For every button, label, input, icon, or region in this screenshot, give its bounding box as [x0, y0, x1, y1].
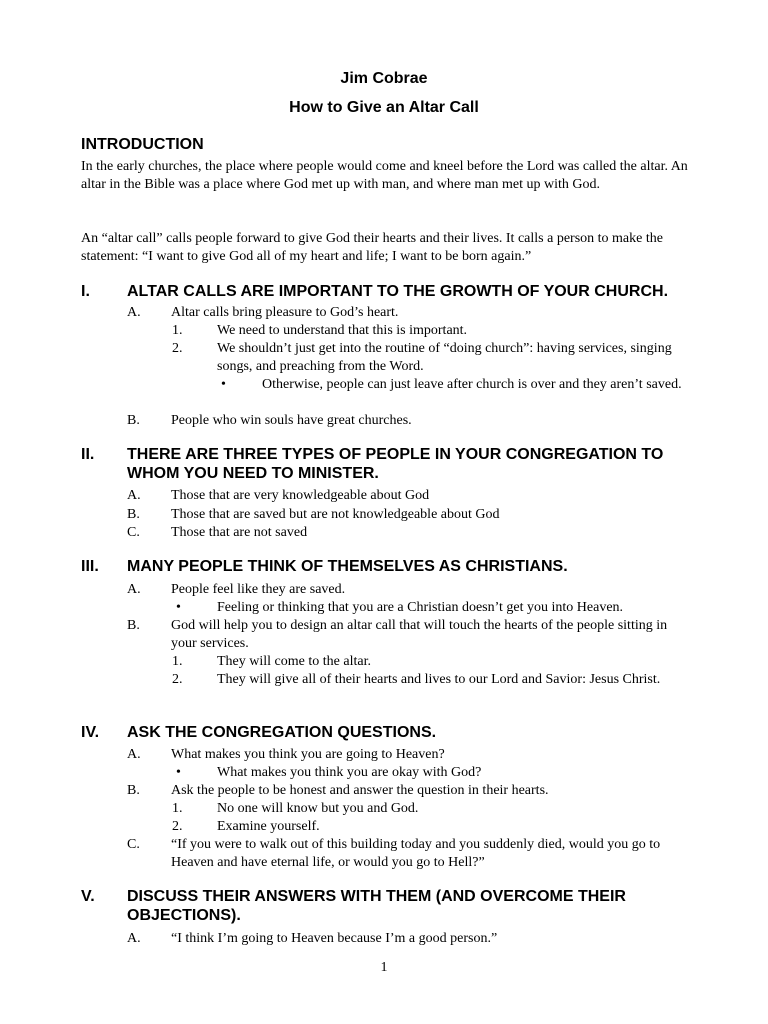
section-heading: MANY PEOPLE THINK OF THEMSELVES AS CHRISTIANS. — [127, 558, 568, 575]
outline-text: Altar calls bring pleasure to God’s heart. — [171, 305, 399, 320]
intro-paragraph-1: In the early churches, the place where people would come and kneel before the Lord was called the altar. An altar in the Bible was a place where God met up with man, and where man met up with God. — [81, 159, 688, 192]
outline-text: God will help you to design an altar call that will touch the hearts of the people sitting in your services. — [171, 618, 668, 651]
outline-text: They will give all of their hearts and lives to our Lord and Savior: Jesus Christ. — [217, 672, 661, 687]
outline-text: We need to understand that this is important. — [217, 323, 468, 338]
outline-text: “If you were to walk out of this building today and you suddenly died, would you go to Heaven and have eternal life, or would you go to Hell?” — [171, 837, 661, 870]
document-title: How to Give an Altar Call — [289, 99, 479, 116]
intro-heading: INTRODUCTION — [81, 136, 204, 153]
outline-text: What makes you think you are going to Heaven? — [171, 747, 445, 762]
section-number: V. — [81, 888, 95, 905]
outline-text: Those that are not saved — [171, 525, 308, 540]
outline-label: B. — [127, 507, 140, 522]
outline-text: Ask the people to be honest and answer the question in their hearts. — [171, 783, 549, 798]
page-number: 1 — [380, 960, 388, 975]
intro-paragraph-2: An “altar call” calls people forward to give God their hearts and their lives. It calls a person to make the statement: “I want to give God all of my heart and life; I want to be born again.” — [81, 231, 663, 264]
section-number: II. — [81, 446, 95, 463]
outline-label: A. — [127, 582, 141, 597]
outline-label: 2. — [172, 819, 183, 834]
outline-label: B. — [127, 413, 140, 428]
outline-text: No one will know but you and God. — [217, 801, 419, 816]
outline-label: 2. — [172, 341, 183, 356]
outline-text: Those that are very knowledgeable about God — [171, 488, 430, 503]
outline-label: 1. — [172, 801, 183, 816]
section-number: IV. — [81, 724, 100, 741]
outline-text: They will come to the altar. — [217, 654, 371, 669]
outline-label: B. — [127, 618, 140, 633]
outline-label: C. — [127, 837, 140, 852]
outline-text: “I think I’m going to Heaven because I’m a good person.” — [171, 931, 498, 946]
outline-text: What makes you think you are okay with God? — [217, 765, 482, 780]
section-heading: DISCUSS THEIR ANSWERS WITH THEM (AND OVERCOME THEIR OBJECTIONS). — [127, 888, 626, 924]
bullet-icon: • — [176, 765, 181, 780]
outline-text: Examine yourself. — [217, 819, 320, 834]
outline-text: Otherwise, people can just leave after church is over and they aren’t saved. — [262, 377, 682, 392]
outline-label: A. — [127, 747, 141, 762]
outline-label: A. — [127, 305, 141, 320]
outline-text: People who win souls have great churches. — [171, 413, 412, 428]
outline-label: A. — [127, 488, 141, 503]
outline-text: People feel like they are saved. — [171, 582, 346, 597]
outline-label: C. — [127, 525, 140, 540]
author-name: Jim Cobrae — [340, 70, 428, 87]
outline-text: Feeling or thinking that you are a Christian doesn’t get you into Heaven. — [217, 600, 624, 615]
section-number: III. — [81, 558, 99, 575]
outline-label: 2. — [172, 672, 183, 687]
outline-text: We shouldn’t just get into the routine of “doing church”: having services, singing songs, and preaching from the Word. — [217, 341, 672, 374]
outline-label: 1. — [172, 654, 183, 669]
outline-label: 1. — [172, 323, 183, 338]
section-heading: ASK THE CONGREGATION QUESTIONS. — [127, 724, 437, 741]
bullet-icon: • — [176, 600, 181, 615]
section-heading: THERE ARE THREE TYPES OF PEOPLE IN YOUR CONGREGATION TO WHOM YOU NEED TO MINISTER. — [127, 446, 664, 482]
bullet-icon: • — [221, 377, 226, 392]
outline-text: Those that are saved but are not knowledgeable about God — [171, 507, 500, 522]
section-heading: ALTAR CALLS ARE IMPORTANT TO THE GROWTH OF YOUR CHURCH. — [127, 283, 669, 300]
section-number: I. — [81, 283, 90, 300]
outline-label: B. — [127, 783, 140, 798]
outline-label: A. — [127, 931, 141, 946]
